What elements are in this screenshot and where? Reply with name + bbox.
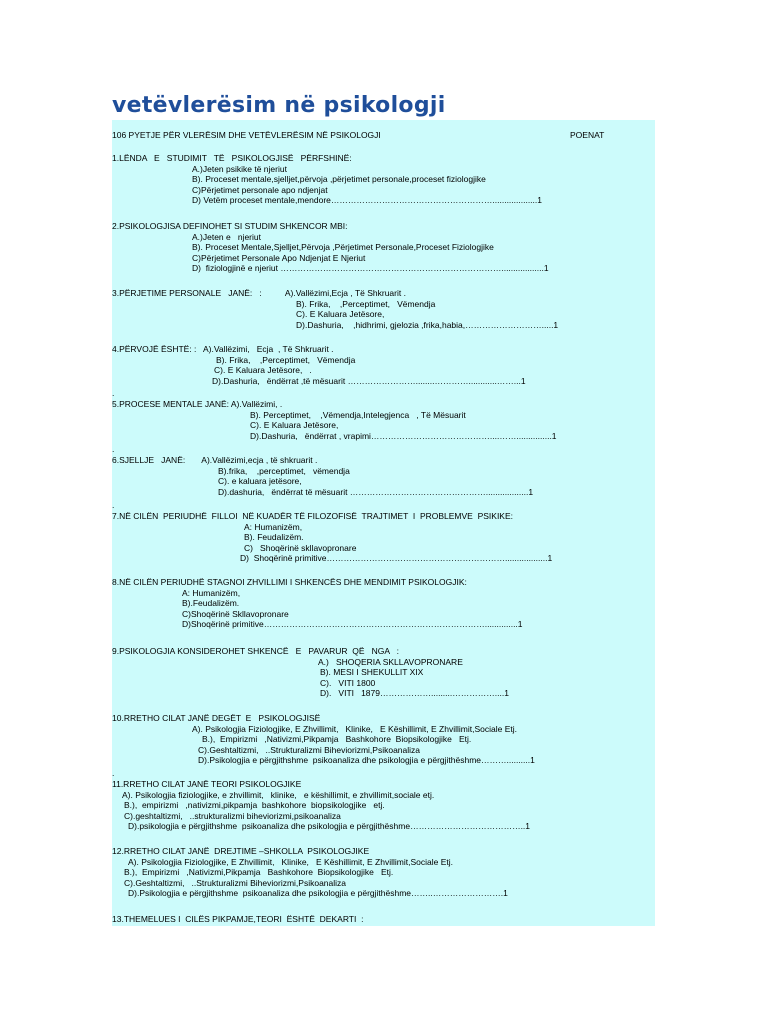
option-d: D).Psikologjia e përgjithshme psikoanaliza dhe psikologjia e përgjithëshme………..........1 [198, 755, 535, 765]
option-d: D) Vetëm proceset mentale,mendore…………………………………………………...................1 [192, 195, 542, 205]
option-c: C). E Kaluara Jetësore, . [214, 365, 312, 375]
option-b: B.), empirizmi ,nativizmi,pikpamja bashkohore biopsikologjike etj. [124, 800, 385, 810]
question-3 [112, 288, 558, 330]
option-d: D).dashuria, ëndërrat të mësuarit …………………………………………..................1 [218, 486, 534, 497]
option-a: A). Psikologjia fiziologjike, e zhvillimit, klinike, e këshillimit, e zhvillimit,sociale etj. [122, 789, 435, 800]
question-12 [112, 846, 508, 899]
question-6 [112, 455, 533, 497]
option-c: C)Përjetimet Personale Apo Ndjenjat E Njeriut [192, 252, 366, 263]
option-d: D) fiziologjinë e njeriut ……………………………………………………………………..................1 [192, 263, 549, 273]
header-points: POENAT [570, 130, 605, 140]
question-2 [112, 221, 549, 274]
option-c: C) Shoqërinë skllavopronare [244, 542, 357, 553]
header-title: 106 PYETJE PËR VLERËSIM DHE VETËVLERËSIM NË PSIKOLOGJI [112, 130, 381, 140]
option-c: C).Geshtaltizmi, ..Strukturalizmi Biheviorizmi,Psikoanaliza [124, 877, 347, 888]
question-text: 3.PËRJETIME PERSONALE JANË: : A).Vallëzimi,Ecja , Të Shkruarit . [112, 288, 406, 298]
option-a: A). Psikologjia Fiziologjike, E Zhvillimit, Klinike, E Këshillimit, E Zhvillimit,Sociale Etj. [128, 856, 453, 867]
option-b: B). Proceset mentale,sjelljet,përvoja ,përjetimet personale,proceset fiziologjike [192, 174, 486, 184]
option-c: C). E Kaluara Jetësore, [250, 420, 339, 430]
option-b: B).frika, ,perceptimet, vëmendja [218, 465, 350, 476]
separator-dot: . [112, 500, 115, 510]
question-text: 4.PËRVOJË ËSHTË: : A).Vallëzimi, Ecja , Të Shkruarit . [112, 344, 334, 354]
question-text: 1.LËNDA E STUDIMIT TË PSIKOLOGJISË PËRFSHINË: [112, 153, 352, 163]
option-b: B). Frika, ,Perceptimet, Vëmendja [296, 298, 436, 309]
option-b: B).Feudalizëm. [182, 598, 240, 608]
separator-dot: . [112, 444, 115, 454]
option-d: D).Psikologjia e përgjithshme psikoanaliza dhe psikologjia e përgjithëshme……..…………………….1 [128, 888, 508, 898]
question-text: 11.RRETHO CILAT JANË TEORI PSIKOLOGJIKE [112, 779, 302, 789]
option-a: A). Psikologjia Fiziologjike, E Zhvillimit, Klinike, E Këshillimit, E Zhvillimit,Sociale Etj. [192, 723, 517, 734]
question-8 [112, 577, 523, 630]
option-c: C).geshtaltizmi, ..strukturalizmi biheviorizmi,psikoanaliza [124, 810, 341, 821]
question-10 [112, 713, 535, 766]
option-a: A.) SHOQERIA SKLLAVOPRONARE [318, 656, 463, 667]
option-a: A.)Jeten e njeriut [192, 231, 261, 242]
option-c: C). VITI 1800 [320, 677, 376, 688]
question-4 [112, 344, 526, 386]
option-c: C). e kaluara jetësore, [218, 476, 302, 486]
option-d: D).Dashuria, ëndërrat ,të mësuarit ……………………........…………............……...1 [212, 375, 526, 386]
separator-dot: . [112, 768, 115, 778]
option-d: D).Dashuria, ëndërrat , vrapimi……………………………………....……...............1 [250, 430, 557, 441]
option-d: D)Shoqërinë primitive……………………………………………………………………..............1 [182, 619, 523, 629]
question-text: 9.PSIKOLOGJIA KONSIDEROHET SHKENCË E PAVARUR QË NGA : [112, 646, 400, 656]
option-a: A.)Jeten psikike të njeriut [192, 163, 287, 174]
option-d: D).Dashuria, ,hidhrimi, gjelozia ,frika,habia,……………………….....1 [296, 319, 559, 330]
question-text: 13.THEMELUES I CILËS PIKPAMJE,TEORI ËSHTË DEKARTI : [112, 914, 364, 924]
option-d: D) Shoqërinë primitive………………………………………………………..................1 [240, 553, 553, 563]
option-b: B). Perceptimet, ,Vëmendja,Intelegjenca , Të Mësuarit [250, 409, 466, 420]
question-text: 10.RRETHO CILAT JANË DEGËT E PSIKOLOGJISË [112, 713, 321, 723]
option-d: D). VITI 1879……………….........……………....1 [320, 688, 509, 698]
option-b: B.), Empirizmi ,Nativizmi,Pikpamja Bashkohore Biopsikologjike Etj. [124, 867, 394, 877]
question-5 [112, 399, 557, 441]
option-c: C). E Kaluara Jetësore, [296, 309, 385, 319]
question-text: 2.PSIKOLOGJISA DEFINOHET SI STUDIM SHKENCOR MBI: [112, 221, 348, 231]
question-9 [112, 646, 509, 699]
option-a: A: Humanizëm, [244, 521, 303, 532]
option-c: C)Përjetimet personale apo ndjenjat [192, 184, 328, 195]
option-b: B). Feudalizëm. [244, 532, 304, 542]
option-b: B). Frika, ,Perceptimet, Vëmendja [216, 354, 356, 365]
question-7 [112, 511, 552, 564]
question-text: 12.RRETHO CILAT JANË DREJTIME –SHKOLLA PSIKOLOGJIKE [112, 846, 370, 856]
question-text: 8.NË CILËN PERIUDHË STAGNOI ZHVILLIMI I SHKENCËS DHE MENDIMIT PSIKOLOGJIK: [112, 577, 467, 587]
question-11 [112, 779, 530, 832]
question-1 [112, 153, 542, 206]
separator-dot: . [112, 388, 115, 398]
option-a: A: Humanizëm, [182, 587, 241, 598]
option-d: D).psikologjia e përgjithshme psikoanaliza dhe psikologjia e përgjithëshme…………………………………..1 [128, 821, 531, 831]
option-b: B.), Empirizmi ,Nativizmi,Pikpamja Bashkohore Biopsikologjike Etj. [202, 734, 472, 744]
question-text: 7.NË CILËN PERIUDHË FILLOI NË KUADËR TË FILOZOFISË TRAJTIMET I PROBLEMVE PSIKIKE: [112, 511, 514, 521]
option-c: C).Geshtaltizmi, ..Strukturalizmi Biheviorizmi,Psikoanaliza [198, 744, 421, 755]
question-13 [112, 914, 363, 925]
question-text: 6.SJELLJE JANË: A).Vallëzimi,ecja , të shkruarit . [112, 455, 318, 465]
option-b: B). Proceset Mentale,Sjelljet,Përvoja ,Përjetimet Personale,Proceset Fiziologjike [192, 242, 494, 252]
question-text: 5.PROCESE MENTALE JANË: A).Vallëzimi, . [112, 399, 283, 409]
option-c: C)Shoqërinë Skllavopronare [182, 608, 289, 619]
document-title: vetëvlerësim në psikologji [112, 93, 446, 118]
option-b: B). MESI I SHEKULLIT XIX [320, 667, 424, 677]
